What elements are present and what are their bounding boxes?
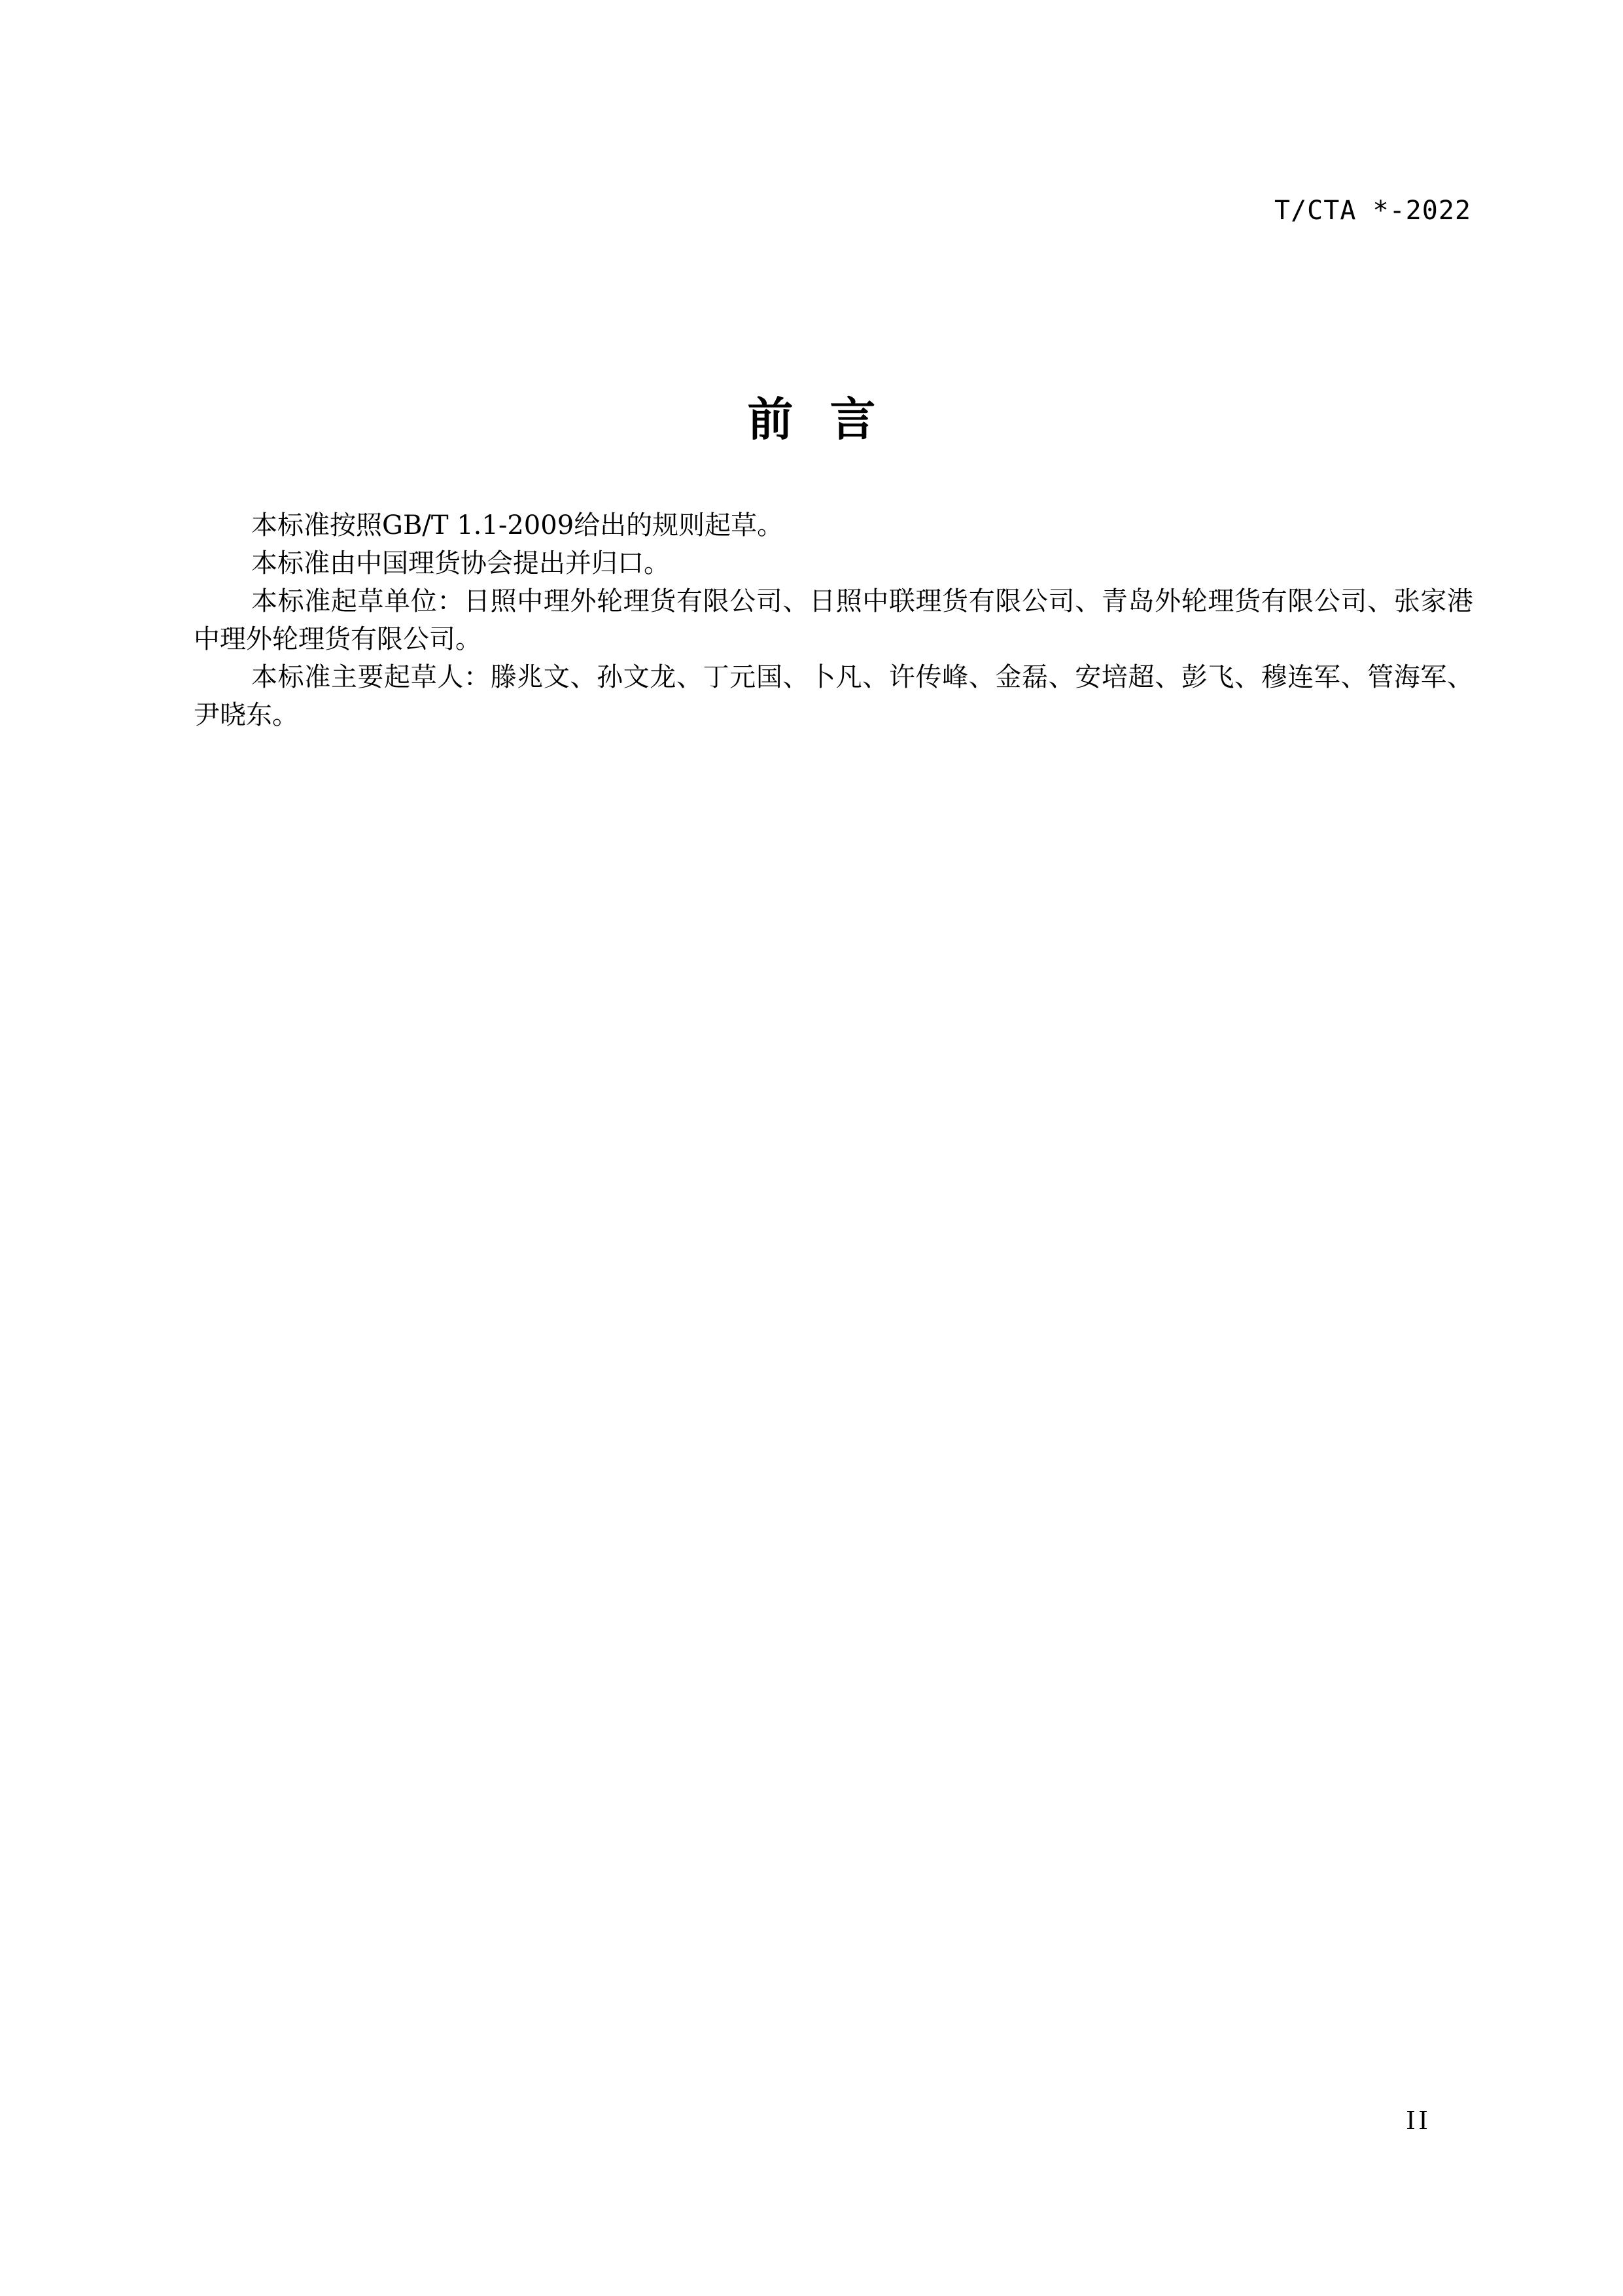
document-code: T/CTA *-2022 xyxy=(1274,196,1471,226)
paragraph-proposer: 本标准由中国理货协会提出并归口。 xyxy=(251,548,670,578)
foreword-content xyxy=(194,506,1473,734)
page-number: II xyxy=(1406,2106,1431,2135)
paragraph-drafting-units: 本标准起草单位：日照中理外轮理货有限公司、日照中联理货有限公司、青岛外轮理货有限公司、张家港中理外轮理货有限公司。 xyxy=(194,586,1473,654)
page-title: 前言 xyxy=(747,392,913,446)
paragraph-drafting-rules: 本标准按照GB/T 1.1-2009给出的规则起草。 xyxy=(251,510,784,540)
paragraph-drafters: 本标准主要起草人：滕兆文、孙文龙、丁元国、卜凡、许传峰、金磊、安培超、彭飞、穆连军、管海军、尹晓东。 xyxy=(194,662,1473,730)
